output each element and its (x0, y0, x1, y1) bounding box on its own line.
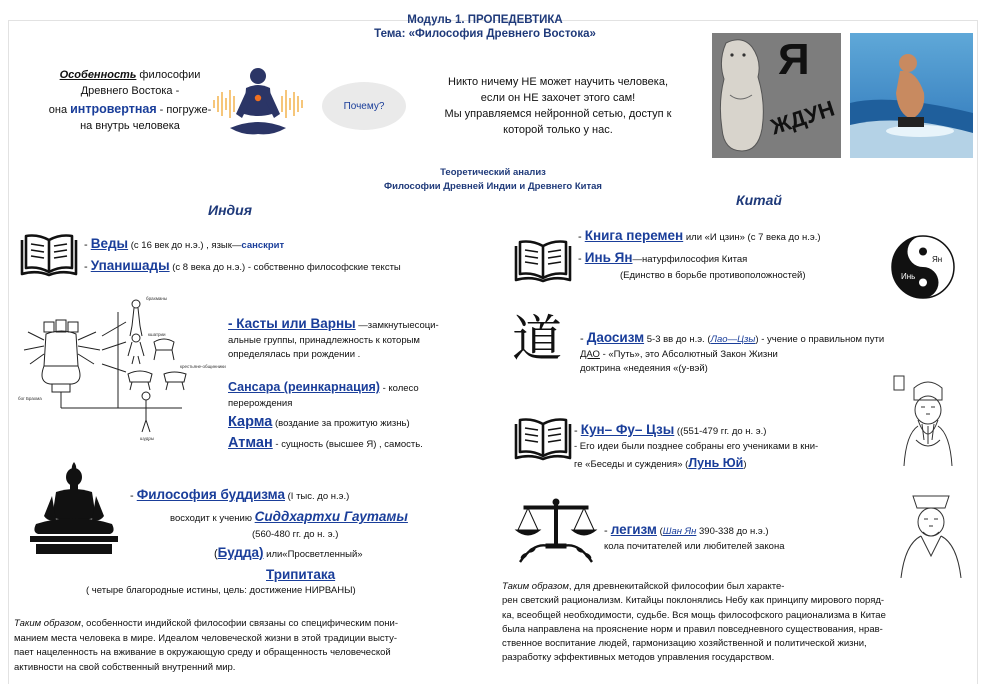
yinyang-line (578, 250, 747, 265)
china-concl-l2: рен светский рационализм. Китайцы поклонялись Небу как принципу мирового поряд- (502, 595, 885, 607)
shang-yang-link[interactable]: Шан Ян (662, 526, 697, 537)
buddhism-line (130, 487, 349, 502)
quote-l3: Мы управляемся нейронной сетью, доступ к (444, 107, 672, 120)
book-icon-confucius (514, 414, 572, 460)
india-concl-l1: , особенности индийской философии связаны со специфическим пони- (80, 618, 399, 629)
karma-line (228, 414, 410, 430)
shang-yang-portrait-icon (893, 486, 969, 578)
buddhism-rest: (I тыс. до н.э.) (284, 491, 350, 502)
kun-l3c: ) (743, 458, 747, 470)
kshatriya-label: кшатрии (148, 332, 166, 337)
meditation-figure-icon (210, 62, 306, 142)
karma-rest: (воздание за прожитую жизнь) (272, 418, 410, 429)
leg-l2: кола почитателей или любителей закона (604, 540, 785, 552)
book-icon (20, 230, 78, 276)
kun-dash: - (574, 425, 581, 437)
vedas-dash: - (84, 239, 91, 251)
quote-l2: если он НЕ захочет этого сам! (480, 91, 636, 104)
india-conclusion (14, 617, 484, 676)
china-concl-l5: ственное воспитание людей, гармонизацию хозяйственной и политической жизни, (502, 638, 867, 649)
book-dash: - (578, 231, 585, 243)
india-title: Индия (208, 202, 252, 218)
india-concl-l4: активности на свой собственный внутренний мир. (14, 662, 236, 674)
upanishads-desc: (с 8 века до н.э.) - собственно философские тексты (169, 262, 401, 273)
book-icon-china (514, 236, 572, 282)
china-concl-l3: ка, всеобщей необходимости, судьбе. Вся мощь философского рационализма в Китае (502, 609, 886, 621)
vedas-desc: (с 16 век до н.э.) , язык— (128, 240, 242, 251)
budda-open: ( (214, 548, 218, 560)
atman-rest: - сущность (высшее Я) , самость. (272, 439, 423, 450)
yin-r2: (Единство в борьбе противоположностей) (620, 270, 806, 281)
castes-r1: —замкнутыесоци- (355, 320, 439, 331)
leg-open: ( (656, 526, 663, 537)
module-title: Модуль 1. ПРОПЕДЕВТИКА (407, 14, 563, 26)
china-concl-l4: была направлена на прояснение норм и правил повседневного существования, нрав- (502, 623, 883, 635)
book-rest: или «И цзин» (с 7 века до н.э.) (683, 232, 821, 243)
header (320, 14, 650, 40)
china-title: Китай (736, 192, 782, 208)
lun-yu-link[interactable]: Лунь Юй (688, 455, 744, 470)
intro-keyword: Особенность (59, 69, 137, 81)
confucius-portrait-icon (892, 374, 964, 466)
surfer-photo (850, 33, 973, 158)
dao-glyph-icon: 道 (512, 310, 562, 368)
confucius-block (574, 420, 884, 472)
intro-l1: философии (136, 69, 201, 81)
legism-link[interactable]: легизм (610, 522, 657, 537)
vedas-line (84, 236, 284, 251)
meme-ya: Я (778, 35, 810, 84)
dao-rest1: 5-3 вв до н.э. ( (644, 334, 711, 345)
siddhartha-link[interactable]: Сиддхартхи Гаутамы (254, 509, 408, 524)
leg-rest: 390-338 до н.э.) (696, 526, 769, 537)
samsara-block (228, 379, 484, 410)
daoism-block (580, 328, 975, 375)
why-text: Почему? (343, 100, 385, 112)
china-concl-l1: , для древнекитайской философии был характе- (568, 581, 785, 592)
intro-l3a: она (48, 103, 71, 116)
buddhism-link[interactable]: Философия буддизма (136, 487, 285, 502)
castes-r3: определялась при рождении . (228, 348, 361, 360)
yin-label: Инь (901, 272, 916, 281)
siddhartha-line (170, 509, 408, 524)
analysis-heading (340, 166, 646, 195)
intro-l2: Древнего Востока - (80, 84, 180, 97)
dao-dash: - (580, 333, 587, 345)
intro-l4: на внутрь человека (80, 119, 180, 132)
lao-tzu-link[interactable]: Лао—Цзы (710, 334, 756, 345)
atman-line (228, 435, 423, 451)
upanishads-line (84, 258, 401, 273)
india-concl-l3: пает нацеленность на вживание в окружающую среду и обращенность человеческой (14, 647, 391, 659)
quote-l1: Никто ничему НЕ может научить человека, (448, 76, 668, 88)
atman-link[interactable]: Атман (228, 435, 273, 451)
budda-rest: или«Просветленный» (263, 549, 363, 560)
topic-title: Тема: «Философия Древнего Востока» (374, 28, 596, 40)
analysis-l2: Философии Древней Индии и Древнего Китая (384, 181, 602, 193)
leg-dash: - (604, 525, 611, 537)
yang-label: Ян (932, 255, 943, 264)
zhdun-meme-image (712, 33, 841, 158)
why-bubble (322, 82, 406, 130)
buddhism-dash: - (130, 490, 137, 502)
china-conclusion (502, 580, 976, 666)
intro-l3c: - погруже- (156, 103, 212, 116)
dao-rest2: ) - учение о правильном пути (755, 334, 885, 345)
intro-text (30, 68, 230, 135)
samsara-link[interactable]: Сансара (реинкарнация) (228, 380, 380, 394)
intro-introvert: интровертная (70, 101, 157, 116)
upan-dash: - (84, 261, 91, 273)
brahman-label: брахманы (146, 296, 168, 301)
quote-l4: которой только у нас. (503, 123, 613, 136)
castes-r2: альные группы, принадлежность к которым (228, 334, 420, 346)
castes-link[interactable]: - Касты или Варны (228, 316, 356, 331)
kun-l2: - Его идеи были позднее собраны его учениками в кни- (574, 440, 819, 452)
kun-rest: ((551-479 гг. до н. э.) (674, 426, 767, 437)
book-of-changes-link[interactable]: Книга перемен (584, 228, 684, 243)
tripitaka-desc: ( четыре благородные истины, цель: достижение НИРВАНЫ) (86, 585, 356, 596)
legism-block (604, 520, 785, 554)
vaishya-label: крестьяне-общинники (180, 364, 226, 369)
varna-diagram-icon (14, 292, 226, 442)
kun-l3a: ге «Беседы и суждения» ( (574, 458, 689, 470)
tripitaka-link[interactable]: Трипитака (266, 567, 336, 582)
india-concl-kw: Таким образом (14, 618, 81, 629)
analysis-l1: Теоретический анализ (440, 167, 546, 178)
book-of-changes-line (578, 228, 821, 243)
dao-l2: - «Путь», это Абсолютный Закон Жизни (599, 348, 778, 360)
india-concl-l2: манием места человека в мире. Идеалом человеческой жизни в этой традиции высту- (14, 632, 398, 644)
quote-block (428, 75, 688, 139)
budda-link[interactable]: Будда) (217, 545, 264, 560)
china-concl-l6: разработку эффективных методов управления государством. (502, 652, 775, 664)
karma-link[interactable]: Карма (228, 414, 273, 430)
budda-line (214, 545, 363, 560)
samsara-rest: - колесо (379, 383, 419, 394)
confucius-link[interactable]: Кун– Фу– Цзы (580, 422, 675, 437)
sidd-dates: (560-480 гг. до н. э.) (252, 529, 339, 540)
daoism-link[interactable]: Даосизм (586, 330, 645, 345)
scales-of-justice-icon (514, 496, 598, 568)
dao-term: ДАО (580, 348, 600, 360)
sidd-pre: восходит к учению (170, 513, 255, 524)
china-concl-kw: Таким образом (502, 581, 569, 592)
yin-rest: —натурфилософия Китая (632, 254, 748, 265)
brahma-label: бог Брахма (18, 396, 42, 401)
dao-l3: доктрина «недеяния «(у-вэй) (580, 362, 708, 374)
shudra-label: шудры (140, 436, 155, 441)
sanskrit-link: санскрит (241, 240, 285, 251)
surfer-icon (850, 33, 973, 158)
buddha-icon (22, 460, 126, 556)
yin-dash: - (578, 253, 585, 265)
upanishads-link[interactable]: Упанишады (90, 258, 170, 273)
yinyang-link[interactable]: Инь Ян (584, 250, 633, 265)
castes-block (228, 314, 484, 361)
vedas-link[interactable]: Веды (90, 236, 129, 251)
samsara-r2: перерождения (228, 397, 293, 409)
yin-yang-icon (890, 234, 956, 300)
meme-zhdun: ЖДУН (767, 95, 838, 140)
